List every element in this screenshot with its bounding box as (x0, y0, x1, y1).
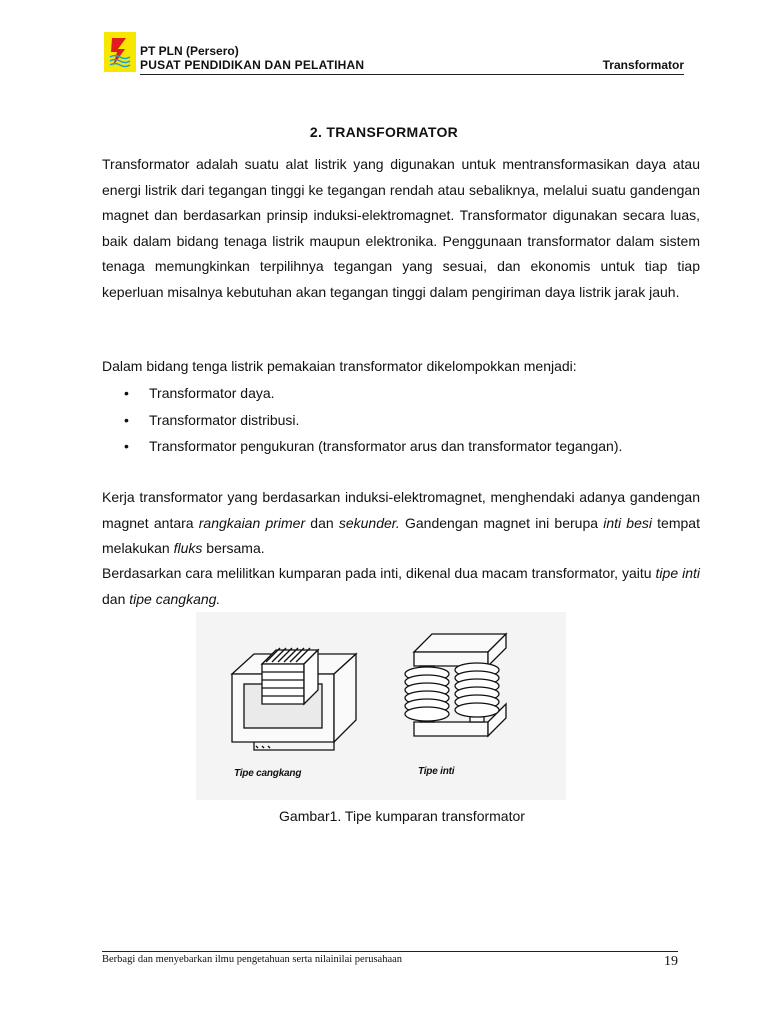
transformer-figure (196, 612, 566, 800)
paragraph-definition: Transformator adalah suatu alat listrik yang digunakan untuk mentransformasikan daya atau energi listrik dari tegangan tinggi ke tegangan rendah atau sebaliknya, melalui suatu gandengan magnet dan berdasarkan prinsip induksi-elektromagnet. Transformator digunakan secara luas, baik dalam bidang tenaga listrik maupun elektronika. Penggunaan transformator dalam sistem tenaga memungkinkan terpilihnya tegangan yang sesuai, dan ekonomis untuk tiap tiap keperluan misalnya kebutuhan akan tegangan tinggi dalam pengiriman daya listrik jarak jauh. (102, 156, 700, 300)
paragraph-classification: Dalam bidang tenga listrik pemakaian transformator dikelompokkan menjadi: (102, 358, 577, 374)
pln-logo (104, 32, 136, 72)
org-name: PT PLN (Persero) (140, 44, 239, 58)
list-item: • Transformator pengukuran (transformator arus dan transformator tegangan). (102, 433, 700, 460)
list-item: • Transformator daya. (102, 380, 700, 407)
label-shell-type: Tipe cangkang (234, 768, 302, 779)
page-header (104, 32, 684, 76)
footer-motto: Berbagi dan menyebarkan ilmu pengetahuan serta nilainilai perusahaan (102, 954, 403, 965)
header-topic: Transformator (602, 58, 684, 72)
bullet-icon: • (124, 411, 129, 428)
org-division: PUSAT PENDIDIKAN DAN PELATIHAN (140, 58, 365, 72)
bullet-icon: • (124, 385, 129, 401)
paragraph-working-principle: Kerja transformator yang berdasarkan induksi-elektromagnet, menghendaki adanya gandengan magnet antara rangkaian primer dan sekunder. Gandengan magnet ini berupa inti besi tempat melakukan fluks bersama. (102, 489, 700, 556)
list-item: • Transformator distribusi. (102, 407, 700, 434)
footer-divider (102, 951, 678, 952)
figure-caption: Gambar1. Tipe kumparan transformator (279, 808, 525, 824)
label-core-type: Tipe inti (418, 766, 455, 777)
section-title: 2. TRANSFORMATOR (309, 124, 459, 140)
page-number: 19 (664, 954, 678, 969)
shell-type-core-drawing (232, 648, 356, 750)
paragraph-winding-types: Berdasarkan cara melilitkan kumparan pada inti, dikenal dua macam transformator, yaitu tipe inti dan tipe cangkang. (102, 565, 701, 607)
header-divider (140, 74, 684, 75)
bullet-icon: • (124, 438, 129, 454)
transformer-type-list (102, 380, 700, 460)
